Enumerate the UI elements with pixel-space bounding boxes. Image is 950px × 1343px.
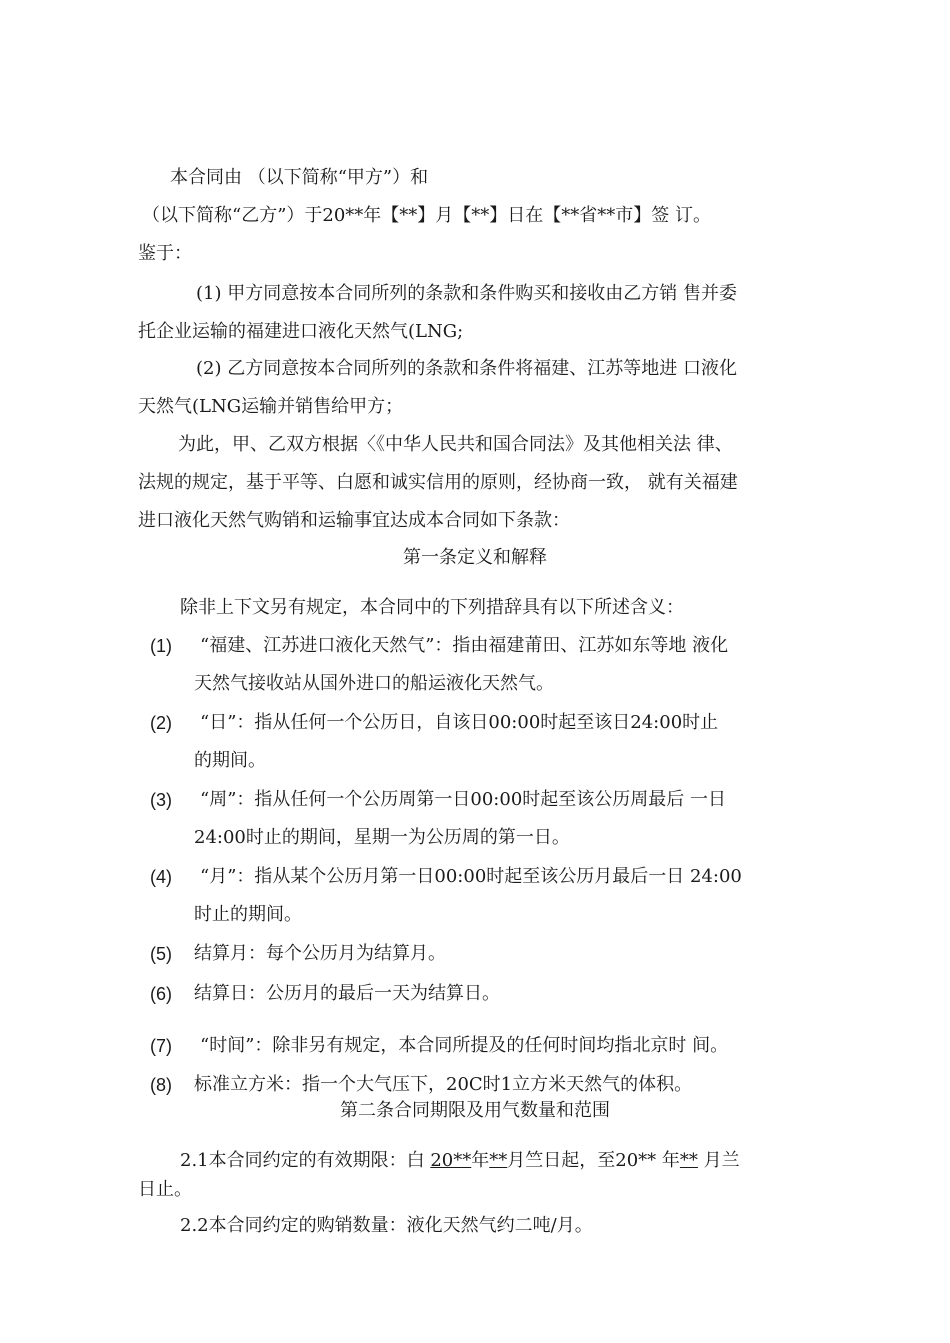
definition-1-line-2: 天然气接收站从国外进口的船运液化天然气。 (194, 673, 554, 694)
definition-6-number: (6) (150, 984, 172, 1004)
clause-2-1-line-1 (180, 1149, 740, 1173)
article-1-lead: 除非上下文另有规定，本合同中的下列措辞具有以下所述含义： (180, 597, 684, 618)
clause-2-2: 2.2本合同约定的购销数量：液化天然气约二吨/月。 (180, 1215, 593, 1236)
definition-8-line-1: 标准立方米：指一个大气压下，20C时1立方米天然气的体积。 (194, 1074, 693, 1095)
clause-2-1-year-start: 20** (430, 1150, 472, 1171)
clause-2-1-text-d: 月兰 (697, 1150, 740, 1171)
recital-1-line-2: 托企业运输的福建进口液化天然气(LNG; (138, 321, 464, 342)
definition-1-number: (1) (150, 636, 172, 656)
preamble-line-1: 为此，甲、乙双方根据〈《中华人民共和国合同法》及其他相关法 律、 (178, 434, 733, 455)
definition-3-line-1: “周”：指从任何一个公历周第一日00:00时起至该公历周最后 一日 (200, 789, 726, 810)
definition-6-line-1: 结算日：公历月的最后一天为结算日。 (194, 983, 500, 1004)
intro-line-1: 本合同由 （以下简称“甲方”）和 (170, 167, 429, 188)
definition-4-line-1: “月”：指从某个公历月第一日00:00时起至该公历月最后一日 24:00 (200, 866, 742, 887)
clause-2-1-line-2: 日止。 (138, 1179, 192, 1200)
article-2-title: 第二条合同期限及用气数量和范围 (340, 1100, 610, 1121)
definition-3-number: (3) (150, 790, 172, 810)
definition-3-line-2: 24:00时止的期间，星期一为公历周的第一日。 (194, 827, 570, 848)
definition-1-line-1: “福建、江苏进口液化天然气”：指由福建莆田、江苏如东等地 液化 (200, 635, 729, 656)
definition-2-number: (2) (150, 713, 172, 733)
clause-2-1-month-start: ** (489, 1150, 508, 1171)
recital-2-line-2: 天然气(LNG运输并销售给甲方； (138, 396, 404, 417)
clause-2-1-month-end: ** (679, 1150, 698, 1171)
recital-1-line-1: (1) 甲方同意按本合同所列的条款和条件购买和接收由乙方销 售并委 (196, 283, 737, 304)
article-1-title: 第一条定义和解释 (403, 547, 547, 568)
preamble-line-2: 法规的规定，基于平等、白愿和诚实信用的原则，经协商一致， 就有关福建 (138, 472, 738, 493)
definition-7-number: (7) (150, 1036, 172, 1056)
clause-2-1-text-a: 2.1本合同约定的有效期限：白 (180, 1150, 431, 1171)
definition-2-line-2: 的期间。 (194, 750, 266, 771)
definition-8-number: (8) (150, 1075, 172, 1095)
definition-5-line-1: 结算月：每个公历月为结算月。 (194, 943, 446, 964)
definition-4-number: (4) (150, 867, 172, 887)
clause-2-1-text-b: 年 (471, 1150, 490, 1171)
whereas-label: 鉴于： (138, 243, 192, 264)
clause-2-1-text-c: 月竺日起，至20** 年 (507, 1150, 680, 1171)
recital-2-line-1: (2) 乙方同意按本合同所列的条款和条件将福建、江苏等地进 口液化 (196, 358, 737, 379)
definition-7-line-1: “时间”：除非另有规定，本合同所提及的任何时间均指北京时 间。 (200, 1035, 729, 1056)
definition-4-line-2: 时止的期间。 (194, 904, 302, 925)
intro-line-2: （以下简称“乙方”）于20**年【**】月【**】日在【**省**市】签 订。 (142, 205, 712, 226)
definition-5-number: (5) (150, 944, 172, 964)
preamble-line-3: 进口液化天然气购销和运输事宜达成本合同如下条款： (138, 510, 570, 531)
definition-2-line-1: “日”：指从任何一个公历日，自该日00:00时起至该日24:00时止 (200, 712, 719, 733)
